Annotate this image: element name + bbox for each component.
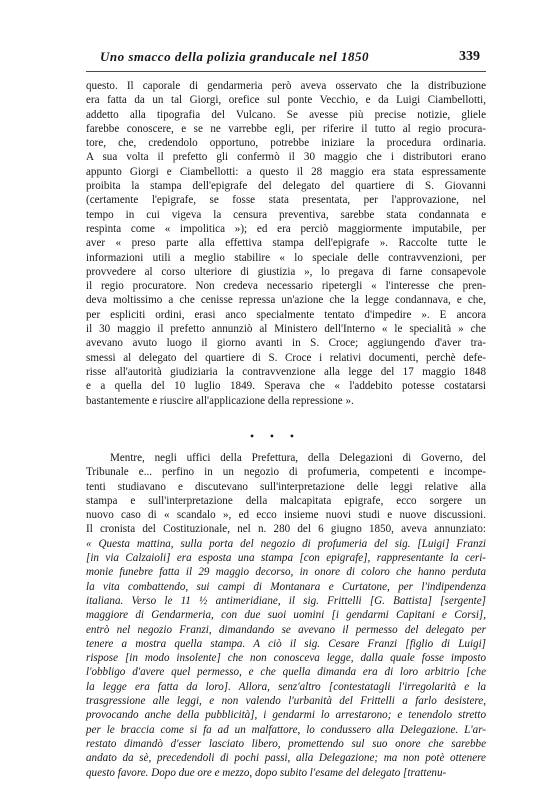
paragraph-2 [86,451,486,780]
text-line: Il cronista del Costituzionale, nel n. 280 del 6 giugno 1850, aveva annunziato: [86,523,486,536]
text-line: tenti studiavano e discutevano sull'interpretazione delle leggi relative alla [86,480,486,493]
page-number: 339 [459,49,480,64]
text-line: questo favore. Dopo due ore e mezzo, dopo subito l'esame del delegato [trattenu- [86,766,447,779]
text-line: il 30 maggio il prefetto annunziò al Ministero dell'Interno « le specialità » che [86,323,486,336]
text-line: tempo in cui vigeva la censura preventiva, sarebbe stata condannata e [86,208,486,221]
text-line: tore, che, credendolo opportuno, potrebbe iniziare la procedura ordinaria. [86,137,486,150]
text-line: entrò nel negozio Franzi, dimandando se avevano il permesso del delegato per [86,623,486,636]
text-line: andato da sè, precedendoli di pochi passi, alla Delegazione; ma non potè ottenere [86,752,486,765]
text-line: respinta come « impolitica »); ed era perciò maggiormente imputabile, per [86,222,486,235]
text-line: per espliciti ordini, erasi anco specialmente tentato d'impedire ». E ancora [86,308,486,321]
text-line: [in via Calzaioli] era esposta una stampa [con epigrafe], rappresentante la ceri- [86,552,486,565]
text-line: bastantemente e riuscire all'applicazione della repressione ». [86,394,354,407]
text-line: la vita combattendo, sui campi di Montanara e Curtatone, per l'indipendenza [86,580,486,593]
text-line: trasgressione alle leggi, e non valendo l'urbanità del Frittelli a farlo desistere, [86,695,486,708]
text-line: (certamente l'epigrafe, se fosse stata presentata, per l'approvazione, nel [86,194,486,207]
text-line: restato dimandò d'esser lasciato libero, promettendo sul suo onore che sarebbe [86,737,486,750]
text-line: A sua volta il prefetto gli confermò il 30 maggio che i distributori erano [86,151,486,164]
text-line: deva moltissimo a che cenisse repressa un'azione che la legge condannava, e che, [86,294,486,307]
text-line: monie funebre fatta il 29 maggio decorso, in onore di coloro che hanno perduta [86,566,486,579]
text-line: nuovo caso di « scandalo », ed ecco insieme nuovi studi e nuove discussioni. [86,509,486,522]
paragraph-1 [86,79,486,408]
text-line: « Questa mattina, sulla porta del negozio di profumeria del sig. [Luigi] Franzi [86,537,486,550]
text-line: tenere a mostra quella stampa. A ciò il sig. Cesare Franzi [figlio di Luigi] [86,637,486,650]
text-line: avevano avuto luogo il giorno avanti in S. Croce; aggiungendo d'aver tra- [86,337,486,350]
text-line: rispose [in modo insolente] che non conosceva legge, dalla quale fosse imposto [86,652,486,665]
text-line: provocando anche della pubblicità], i gendarmi lo arrestarono; e tenendolo stretto [86,709,486,722]
text-line: il regio procuratore. Non credeva necessario ripetergli « l'interesse che pren- [86,280,486,293]
text-line: era fatta da un tal Giorgi, orefice sul ponte Vecchio, e da Luigi Ciambellotti, [86,94,486,107]
text-line: informazioni utili a meglio stabilire « lo speciale delle contravvenzioni, per [86,251,486,264]
text-line: smessi al delegato del quartiere di S. Croce i relativi documenti, perchè defe- [86,351,486,364]
text-line: e a quella del 10 luglio 1849. Sperava che « l'addebito potesse costatarsi [86,380,486,393]
text-line: risse all'autorità giudiziaria la contravvenzione alla legge del 17 maggio 1848 [86,365,486,378]
section-separator: • • • [249,432,301,441]
text-line: Tribunale e... perfino in un negozio di profumeria, competenti e incompe- [86,466,486,479]
text-line: appunto Giorgi e Ciambellotti: a questo il 28 maggio era stata espressamente [86,165,486,178]
text-line: maggiore di Gendarmeria, con due suoi uomini [i gendarmi Capitani e Corsi], [86,609,486,622]
text-line: la legge era fatta da loro]. Allora, senz'altro [contestatagli l'irregolarità e la [86,680,486,693]
text-line: farebbe conoscere, e se ne varrebbe egli, per riferire il tutto al regio procura- [86,122,486,135]
text-line: per le braccia come si fa ad un malfattore, lo condussero alla Delegazione. L'ar- [86,723,486,736]
text-line: l'obbligo d'avere quel permesso, e che quella dimanda era di loro arbitrio [che [86,666,486,679]
running-header [100,49,480,69]
text-line: aver « preso parte alla effettiva stampa dell'epigrafe ». Raccolte tutte le [86,237,486,250]
running-title: Uno smacco della polizia granducale nel 1850 [100,49,369,64]
text-line: proibita la stampa dell'epigrafe del delegato del quartiere di S. Giovanni [86,180,486,193]
text-line: italiana. Verso le 11 ½ antimeridiane, il sig. Frittelli [G. Battista] [sergente] [86,594,486,607]
text-line: Mentre, negli uffici della Prefettura, della Delegazioni di Governo, del [110,452,486,464]
text-line: addetto alla tipografia del Vulcano. Se avesse più precise notizie, gliele [86,108,486,121]
text-line: questo. Il caporale di gendarmeria però aveva osservato che la distribuzione [86,80,486,92]
text-line: provvedere al corso ulteriore di giustizia », lo pregava di farne consapevole [86,265,486,278]
header-rule [86,71,486,72]
text-line: stampa e sull'interpretazione della malcapitata epigrafe, ecco sorgere un [86,494,486,507]
